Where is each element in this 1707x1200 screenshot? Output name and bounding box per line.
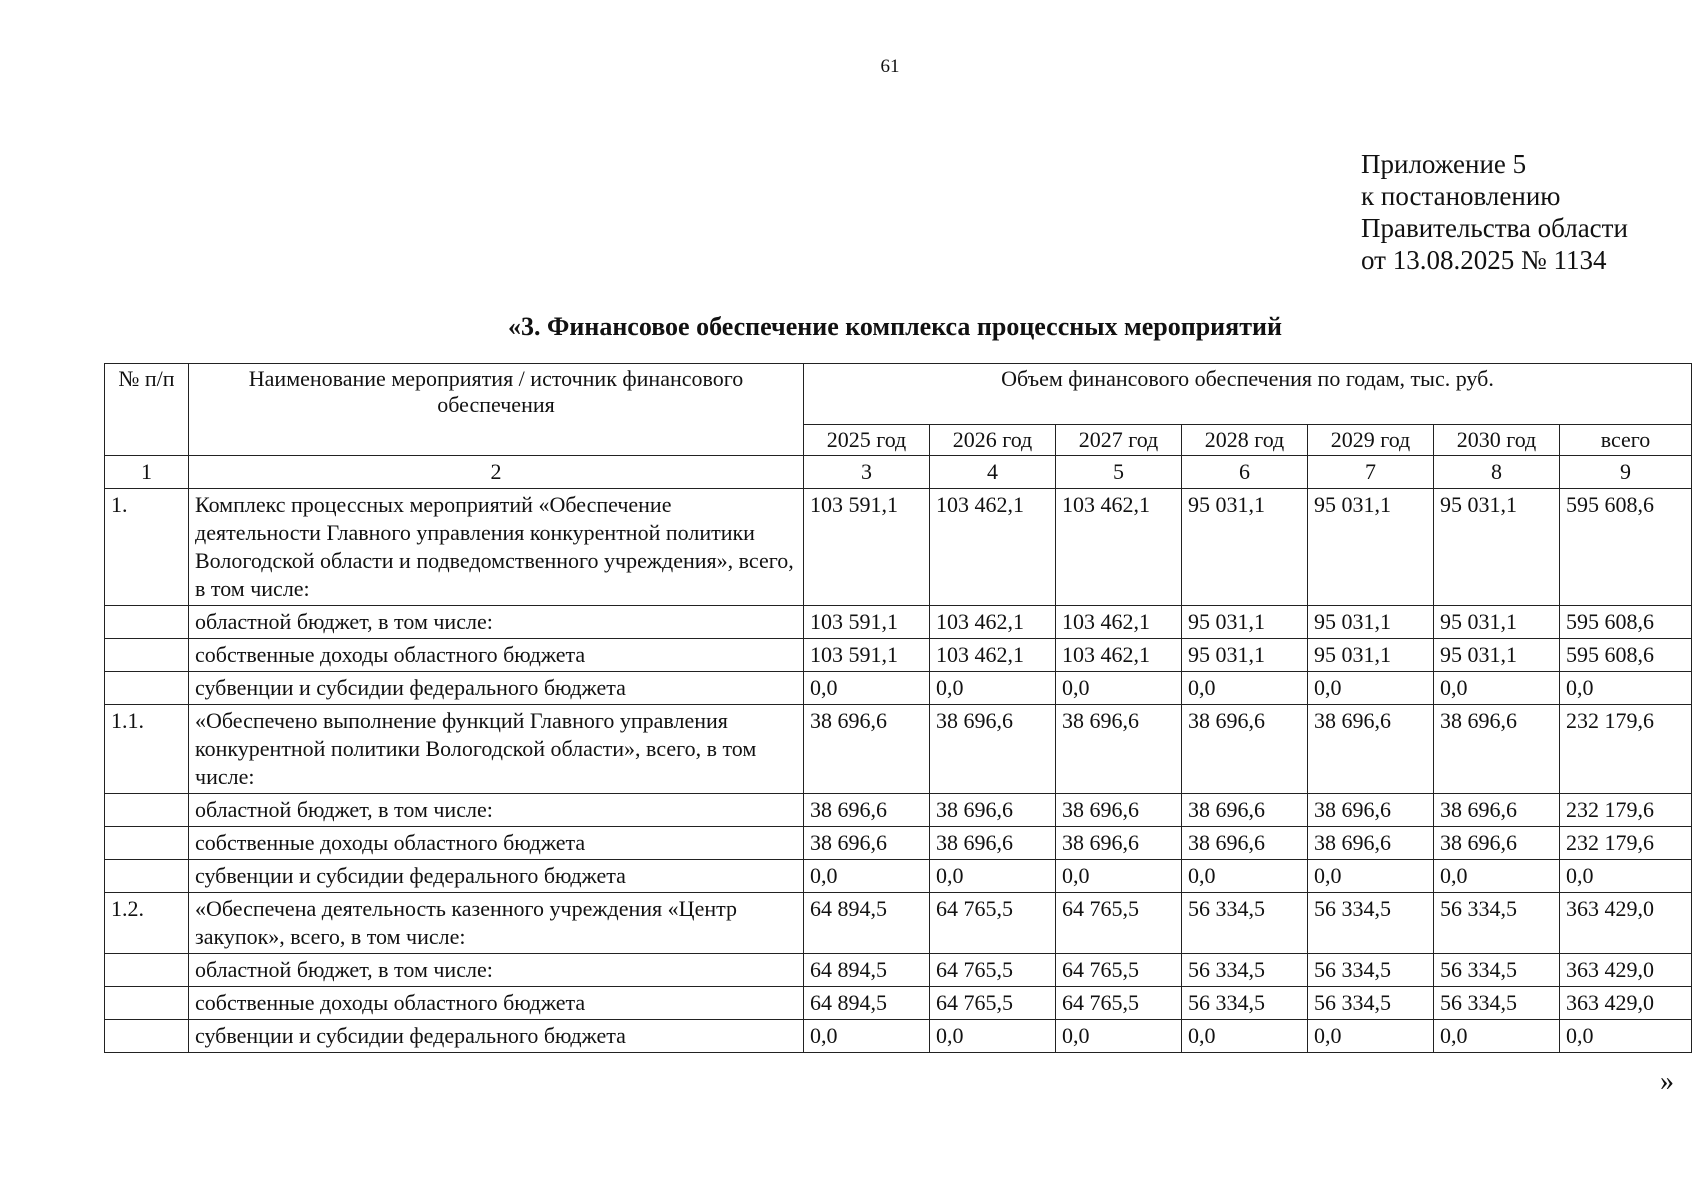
row-total: 232 179,6 (1560, 705, 1692, 794)
appendix-line: к постановлению (1361, 181, 1561, 211)
row-value: 0,0 (804, 1020, 930, 1053)
row-value: 103 591,1 (804, 489, 930, 606)
row-name: собственные доходы областного бюджета (189, 987, 804, 1020)
row-number: 1. (105, 489, 189, 606)
row-value: 103 591,1 (804, 639, 930, 672)
header-name: Наименование мероприятия / источник финансового обеспечения (189, 364, 804, 456)
table-body (105, 489, 1692, 1053)
row-value: 64 765,5 (1056, 893, 1182, 954)
table-row (105, 606, 1692, 639)
row-value: 95 031,1 (1182, 606, 1308, 639)
row-name: областной бюджет, в том числе: (189, 954, 804, 987)
row-value: 103 462,1 (930, 639, 1056, 672)
row-value: 95 031,1 (1308, 606, 1434, 639)
row-total: 595 608,6 (1560, 606, 1692, 639)
row-number (105, 860, 189, 893)
row-value: 64 894,5 (804, 893, 930, 954)
row-number (105, 954, 189, 987)
row-value: 38 696,6 (804, 794, 930, 827)
row-number: 1.2. (105, 893, 189, 954)
header-volume: Объем финансового обеспечения по годам, тыс. руб. (804, 364, 1692, 425)
row-value: 0,0 (930, 1020, 1056, 1053)
row-value: 38 696,6 (1182, 705, 1308, 794)
row-value: 64 765,5 (930, 954, 1056, 987)
row-value: 0,0 (1182, 860, 1308, 893)
column-number: 1 (105, 456, 189, 489)
row-number (105, 606, 189, 639)
row-value: 56 334,5 (1434, 893, 1560, 954)
column-number: 7 (1308, 456, 1434, 489)
row-name: «Обеспечена деятельность казенного учреждения «Центр закупок», всего, в том числе: (189, 893, 804, 954)
document-title: «3. Финансовое обеспечение комплекса процессных мероприятий (508, 312, 1282, 341)
row-total: 595 608,6 (1560, 639, 1692, 672)
header-row (105, 364, 1692, 425)
row-value: 38 696,6 (1056, 827, 1182, 860)
column-number: 3 (804, 456, 930, 489)
row-value: 0,0 (1308, 672, 1434, 705)
table-row (105, 954, 1692, 987)
row-name: собственные доходы областного бюджета (189, 639, 804, 672)
row-value: 38 696,6 (1308, 827, 1434, 860)
row-total: 0,0 (1560, 1020, 1692, 1053)
row-value: 56 334,5 (1434, 987, 1560, 1020)
row-value: 0,0 (804, 860, 930, 893)
row-value: 56 334,5 (1308, 987, 1434, 1020)
row-total: 363 429,0 (1560, 954, 1692, 987)
appendix-block (1361, 148, 1628, 276)
row-total: 595 608,6 (1560, 489, 1692, 606)
row-value: 0,0 (930, 672, 1056, 705)
row-value: 56 334,5 (1308, 954, 1434, 987)
row-name: субвенции и субсидии федерального бюджета (189, 672, 804, 705)
row-name: Комплекс процессных мероприятий «Обеспечение деятельности Главного управления конкурентной политики Вологодской области и подведомственного учреждения», всего, в том числе: (189, 489, 804, 606)
row-number (105, 794, 189, 827)
table-row (105, 1020, 1692, 1053)
row-value: 56 334,5 (1182, 893, 1308, 954)
row-value: 0,0 (1056, 672, 1182, 705)
row-value: 56 334,5 (1182, 954, 1308, 987)
row-value: 64 765,5 (1056, 954, 1182, 987)
column-number: 5 (1056, 456, 1182, 489)
row-name: «Обеспечено выполнение функций Главного управления конкурентной политики Вологодской области», всего, в том числе: (189, 705, 804, 794)
row-total: 0,0 (1560, 672, 1692, 705)
row-value: 64 894,5 (804, 954, 930, 987)
row-value: 103 462,1 (930, 489, 1056, 606)
header-num: № п/п (105, 364, 189, 456)
row-value: 56 334,5 (1308, 893, 1434, 954)
row-value: 95 031,1 (1434, 489, 1560, 606)
row-value: 0,0 (1056, 860, 1182, 893)
row-value: 0,0 (1434, 672, 1560, 705)
row-value: 103 462,1 (1056, 606, 1182, 639)
row-total: 363 429,0 (1560, 987, 1692, 1020)
column-number: 2 (189, 456, 804, 489)
row-value: 38 696,6 (1182, 827, 1308, 860)
row-value: 38 696,6 (1434, 705, 1560, 794)
row-value: 56 334,5 (1434, 954, 1560, 987)
row-value: 0,0 (1434, 860, 1560, 893)
row-name: субвенции и субсидии федерального бюджета (189, 860, 804, 893)
row-value: 38 696,6 (930, 827, 1056, 860)
header-year: 2030 год (1434, 425, 1560, 456)
row-number (105, 672, 189, 705)
row-value: 0,0 (930, 860, 1056, 893)
row-value: 64 765,5 (930, 987, 1056, 1020)
row-value: 64 765,5 (930, 893, 1056, 954)
row-total: 0,0 (1560, 860, 1692, 893)
row-value: 38 696,6 (1308, 794, 1434, 827)
row-value: 0,0 (1056, 1020, 1182, 1053)
closing-quote: » (1660, 1066, 1674, 1097)
table-row (105, 794, 1692, 827)
row-total: 363 429,0 (1560, 893, 1692, 954)
table-row (105, 489, 1692, 606)
table-row (105, 827, 1692, 860)
column-numbers-row (105, 456, 1692, 489)
row-value: 95 031,1 (1308, 489, 1434, 606)
row-value: 103 462,1 (930, 606, 1056, 639)
row-name: областной бюджет, в том числе: (189, 794, 804, 827)
row-value: 0,0 (1182, 672, 1308, 705)
row-total: 232 179,6 (1560, 827, 1692, 860)
row-value: 103 462,1 (1056, 639, 1182, 672)
row-value: 64 765,5 (1056, 987, 1182, 1020)
row-value: 38 696,6 (930, 794, 1056, 827)
row-value: 0,0 (1308, 1020, 1434, 1053)
row-value: 0,0 (1182, 1020, 1308, 1053)
column-number: 4 (930, 456, 1056, 489)
header-year: 2029 год (1308, 425, 1434, 456)
row-value: 0,0 (804, 672, 930, 705)
table-row (105, 705, 1692, 794)
row-value: 56 334,5 (1182, 987, 1308, 1020)
row-value: 38 696,6 (1056, 794, 1182, 827)
header-year: 2025 год (804, 425, 930, 456)
appendix-line: от 13.08.2025 № 1134 (1361, 245, 1607, 275)
row-value: 38 696,6 (1182, 794, 1308, 827)
financing-table (104, 363, 1692, 1053)
row-value: 38 696,6 (1434, 794, 1560, 827)
column-number: 9 (1560, 456, 1692, 489)
appendix-line: Правительства области (1361, 213, 1628, 243)
row-value: 0,0 (1308, 860, 1434, 893)
row-name: субвенции и субсидии федерального бюджета (189, 1020, 804, 1053)
row-value: 95 031,1 (1434, 606, 1560, 639)
row-number: 1.1. (105, 705, 189, 794)
appendix-line: Приложение 5 (1361, 149, 1527, 179)
row-value: 95 031,1 (1434, 639, 1560, 672)
row-value: 95 031,1 (1182, 639, 1308, 672)
row-value: 38 696,6 (1434, 827, 1560, 860)
table-row (105, 987, 1692, 1020)
row-name: собственные доходы областного бюджета (189, 827, 804, 860)
table-row (105, 893, 1692, 954)
row-value: 103 462,1 (1056, 489, 1182, 606)
page-number: 61 (880, 56, 900, 77)
table-row (105, 672, 1692, 705)
row-number (105, 639, 189, 672)
column-number: 6 (1182, 456, 1308, 489)
header-total: всего (1560, 425, 1692, 456)
row-value: 38 696,6 (804, 827, 930, 860)
header-year: 2026 год (930, 425, 1056, 456)
header-year: 2027 год (1056, 425, 1182, 456)
row-value: 103 591,1 (804, 606, 930, 639)
column-number: 8 (1434, 456, 1560, 489)
row-total: 232 179,6 (1560, 794, 1692, 827)
row-name: областной бюджет, в том числе: (189, 606, 804, 639)
table-row (105, 639, 1692, 672)
row-value: 38 696,6 (1308, 705, 1434, 794)
row-value: 38 696,6 (930, 705, 1056, 794)
row-number (105, 987, 189, 1020)
header-year: 2028 год (1182, 425, 1308, 456)
row-value: 0,0 (1434, 1020, 1560, 1053)
row-number (105, 1020, 189, 1053)
row-number (105, 827, 189, 860)
row-value: 95 031,1 (1182, 489, 1308, 606)
table-row (105, 860, 1692, 893)
row-value: 95 031,1 (1308, 639, 1434, 672)
row-value: 38 696,6 (804, 705, 930, 794)
row-value: 64 894,5 (804, 987, 930, 1020)
row-value: 38 696,6 (1056, 705, 1182, 794)
